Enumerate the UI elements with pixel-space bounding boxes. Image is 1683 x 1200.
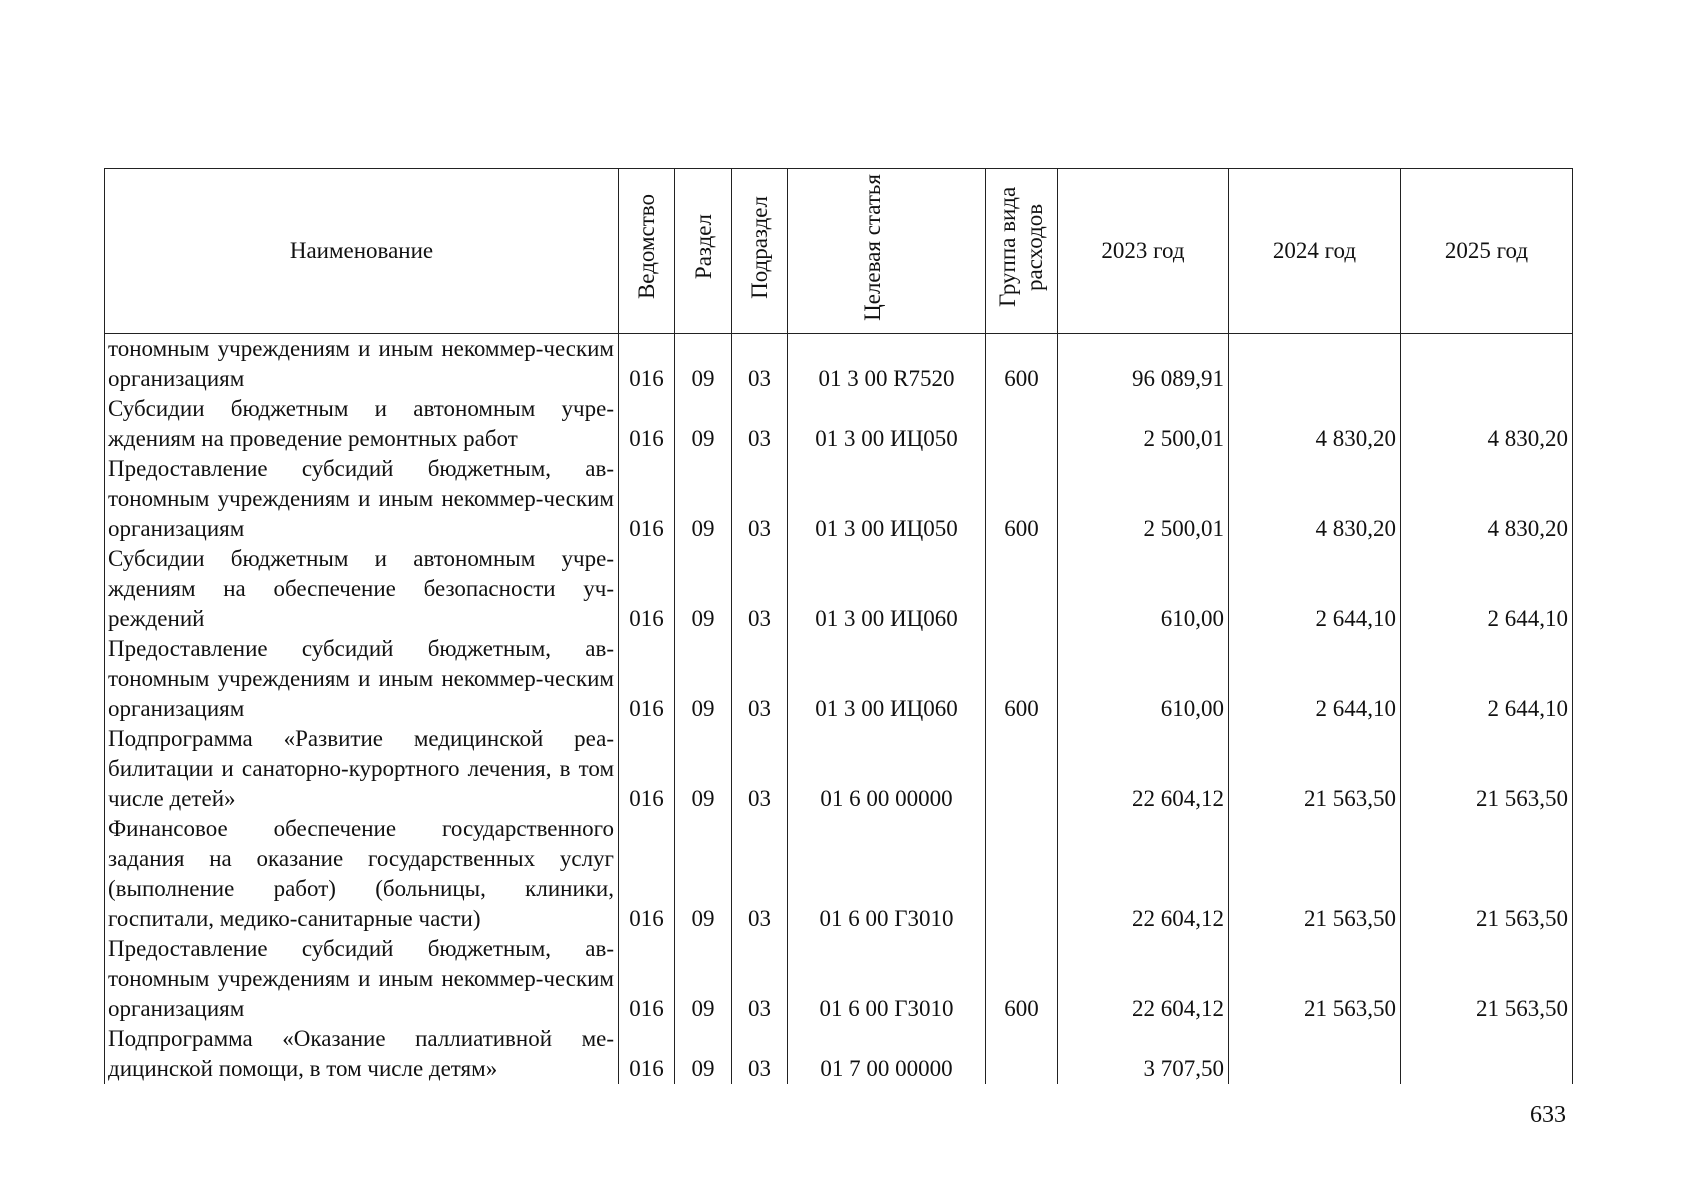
- cell-year-2024: 21 563,50: [1229, 724, 1401, 814]
- cell-section: 09: [675, 814, 732, 934]
- cell-section: 09: [675, 334, 732, 395]
- cell-year-2023: 22 604,12: [1058, 724, 1229, 814]
- cell-department: 016: [619, 724, 675, 814]
- cell-department: 016: [619, 934, 675, 1024]
- cell-section: 09: [675, 1024, 732, 1084]
- cell-name: Субсидии бюджетным и автономным учре-ждениям на проведение ремонтных работ: [105, 394, 619, 454]
- table-row: [105, 724, 1573, 814]
- cell-name: Финансовое обеспечение государственного задания на оказание государственных услуг (выполнение работ) (больницы, клиники, госпитали, медико-санитарные части): [105, 814, 619, 934]
- cell-section: 09: [675, 634, 732, 724]
- table-row: [105, 934, 1573, 1024]
- table-row: [105, 814, 1573, 934]
- cell-name: Предоставление субсидий бюджетным, ав-тономным учреждениям и иным некоммер-ческим организациям: [105, 454, 619, 544]
- cell-department: 016: [619, 814, 675, 934]
- cell-department: 016: [619, 454, 675, 544]
- cell-year-2024: 2 644,10: [1229, 544, 1401, 634]
- header-expense-group: Группа вида расходов: [986, 169, 1058, 334]
- cell-target-article: 01 6 00 Г3010: [788, 934, 986, 1024]
- table-header-row: [105, 169, 1573, 334]
- cell-year-2025: 21 563,50: [1401, 724, 1573, 814]
- table-row: [105, 634, 1573, 724]
- header-year-2023: 2023 год: [1058, 169, 1229, 334]
- cell-subsection: 03: [732, 334, 788, 395]
- cell-target-article: 01 3 00 ИЦ050: [788, 454, 986, 544]
- cell-expense-group: 600: [986, 454, 1058, 544]
- cell-year-2024: 21 563,50: [1229, 814, 1401, 934]
- cell-target-article: 01 6 00 Г3010: [788, 814, 986, 934]
- cell-year-2024: [1229, 1024, 1401, 1084]
- cell-target-article: 01 3 00 ИЦ060: [788, 544, 986, 634]
- cell-year-2025: 4 830,20: [1401, 394, 1573, 454]
- cell-year-2023: 22 604,12: [1058, 814, 1229, 934]
- cell-year-2023: 22 604,12: [1058, 934, 1229, 1024]
- cell-expense-group: [986, 814, 1058, 934]
- cell-name: Подпрограмма «Оказание паллиативной ме-дицинской помощи, в том числе детям»: [105, 1024, 619, 1084]
- cell-expense-group: [986, 1024, 1058, 1084]
- cell-department: 016: [619, 334, 675, 395]
- cell-department: 016: [619, 394, 675, 454]
- cell-name: Подпрограмма «Развитие медицинской реа-билитации и санаторно-курортного лечения, в том числе детей»: [105, 724, 619, 814]
- cell-name: Предоставление субсидий бюджетным, ав-тономным учреждениям и иным некоммер-ческим организациям: [105, 634, 619, 724]
- cell-subsection: 03: [732, 724, 788, 814]
- cell-target-article: 01 6 00 00000: [788, 724, 986, 814]
- cell-expense-group: [986, 544, 1058, 634]
- cell-year-2023: 2 500,01: [1058, 394, 1229, 454]
- cell-subsection: 03: [732, 454, 788, 544]
- cell-expense-group: 600: [986, 334, 1058, 395]
- cell-year-2023: 610,00: [1058, 634, 1229, 724]
- cell-year-2025: 2 644,10: [1401, 544, 1573, 634]
- cell-expense-group: [986, 394, 1058, 454]
- cell-year-2025: 4 830,20: [1401, 454, 1573, 544]
- cell-target-article: 01 7 00 00000: [788, 1024, 986, 1084]
- cell-subsection: 03: [732, 934, 788, 1024]
- header-year-2025: 2025 год: [1401, 169, 1573, 334]
- header-section: Раздел: [675, 169, 732, 334]
- table-row: [105, 394, 1573, 454]
- cell-target-article: 01 3 00 ИЦ050: [788, 394, 986, 454]
- table-row: [105, 544, 1573, 634]
- cell-year-2025: 2 644,10: [1401, 634, 1573, 724]
- header-name: Наименование: [105, 169, 619, 334]
- cell-department: 016: [619, 1024, 675, 1084]
- table-body: [105, 334, 1573, 1085]
- header-year-2024: 2024 год: [1229, 169, 1401, 334]
- page-number: 633: [1530, 1102, 1566, 1128]
- cell-year-2024: 2 644,10: [1229, 634, 1401, 724]
- cell-subsection: 03: [732, 814, 788, 934]
- cell-year-2024: 4 830,20: [1229, 454, 1401, 544]
- cell-subsection: 03: [732, 544, 788, 634]
- table-row: [105, 334, 1573, 395]
- table-row: [105, 1024, 1573, 1084]
- cell-subsection: 03: [732, 1024, 788, 1084]
- cell-year-2024: 21 563,50: [1229, 934, 1401, 1024]
- header-target-article: Целевая статья: [788, 169, 986, 334]
- cell-section: 09: [675, 394, 732, 454]
- cell-year-2025: [1401, 334, 1573, 395]
- cell-year-2025: 21 563,50: [1401, 934, 1573, 1024]
- cell-target-article: 01 3 00 R7520: [788, 334, 986, 395]
- cell-year-2024: 4 830,20: [1229, 394, 1401, 454]
- cell-name: Субсидии бюджетным и автономным учре-ждениям на обеспечение безопасности уч-реждений: [105, 544, 619, 634]
- cell-name: Предоставление субсидий бюджетным, ав-тономным учреждениям и иным некоммер-ческим организациям: [105, 934, 619, 1024]
- cell-section: 09: [675, 934, 732, 1024]
- cell-section: 09: [675, 544, 732, 634]
- cell-year-2023: 96 089,91: [1058, 334, 1229, 395]
- cell-subsection: 03: [732, 634, 788, 724]
- cell-name: тономным учреждениям и иным некоммер-ческим организациям: [105, 334, 619, 395]
- cell-department: 016: [619, 544, 675, 634]
- cell-department: 016: [619, 634, 675, 724]
- cell-year-2025: [1401, 1024, 1573, 1084]
- table-row: [105, 454, 1573, 544]
- cell-year-2023: 610,00: [1058, 544, 1229, 634]
- cell-subsection: 03: [732, 394, 788, 454]
- cell-target-article: 01 3 00 ИЦ060: [788, 634, 986, 724]
- cell-year-2023: 2 500,01: [1058, 454, 1229, 544]
- header-department: Ведомство: [619, 169, 675, 334]
- cell-year-2023: 3 707,50: [1058, 1024, 1229, 1084]
- header-subsection: Подраздел: [732, 169, 788, 334]
- cell-year-2025: 21 563,50: [1401, 814, 1573, 934]
- cell-section: 09: [675, 454, 732, 544]
- budget-table: [104, 168, 1573, 1084]
- cell-expense-group: 600: [986, 934, 1058, 1024]
- cell-year-2024: [1229, 334, 1401, 395]
- cell-section: 09: [675, 724, 732, 814]
- cell-expense-group: 600: [986, 634, 1058, 724]
- cell-expense-group: [986, 724, 1058, 814]
